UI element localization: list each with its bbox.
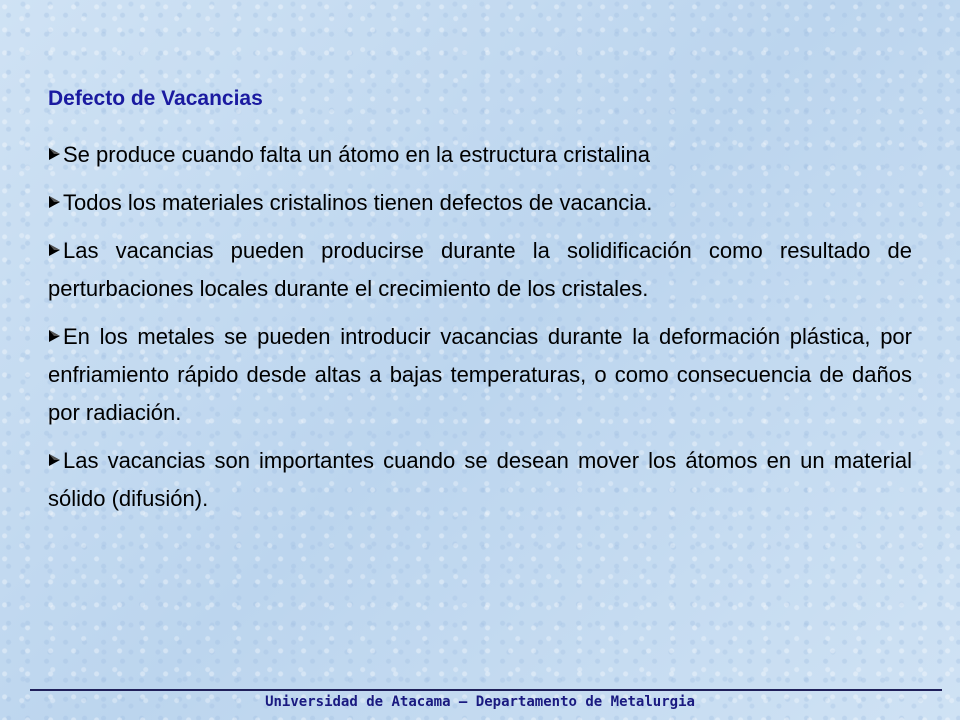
bullet-text: Todos los materiales cristalinos tienen defectos de vacancia. bbox=[63, 190, 653, 215]
arrow-bullet-icon bbox=[48, 453, 61, 467]
bullet-text: Las vacancias son importantes cuando se desean mover los átomos en un material sólido (difusión). bbox=[48, 448, 912, 511]
arrow-bullet-icon bbox=[48, 147, 61, 161]
arrow-bullet-icon bbox=[48, 329, 61, 343]
bullet-item bbox=[48, 318, 912, 432]
slide-title: Defecto de Vacancias bbox=[48, 87, 263, 110]
bullet-item bbox=[48, 136, 912, 174]
arrow-bullet-icon bbox=[48, 195, 61, 209]
footer-text: Universidad de Atacama – Departamento de Metalurgia bbox=[265, 694, 695, 710]
slide-content bbox=[48, 84, 912, 528]
bullet-item bbox=[48, 232, 912, 308]
arrow-bullet-icon bbox=[48, 243, 61, 257]
bullet-text: Las vacancias pueden producirse durante la solidificación como resultado de perturbaciones locales durante el crecimiento de los cristales. bbox=[48, 238, 912, 301]
bullet-item bbox=[48, 442, 912, 518]
bullet-text: En los metales se pueden introducir vacancias durante la deformación plástica, por enfriamiento rápido desde altas a bajas temperaturas, o como consecuencia de daños por radiación. bbox=[48, 324, 912, 425]
footer-divider bbox=[30, 689, 942, 691]
bullet-text: Se produce cuando falta un átomo en la estructura cristalina bbox=[63, 142, 651, 167]
bullet-item bbox=[48, 184, 912, 222]
